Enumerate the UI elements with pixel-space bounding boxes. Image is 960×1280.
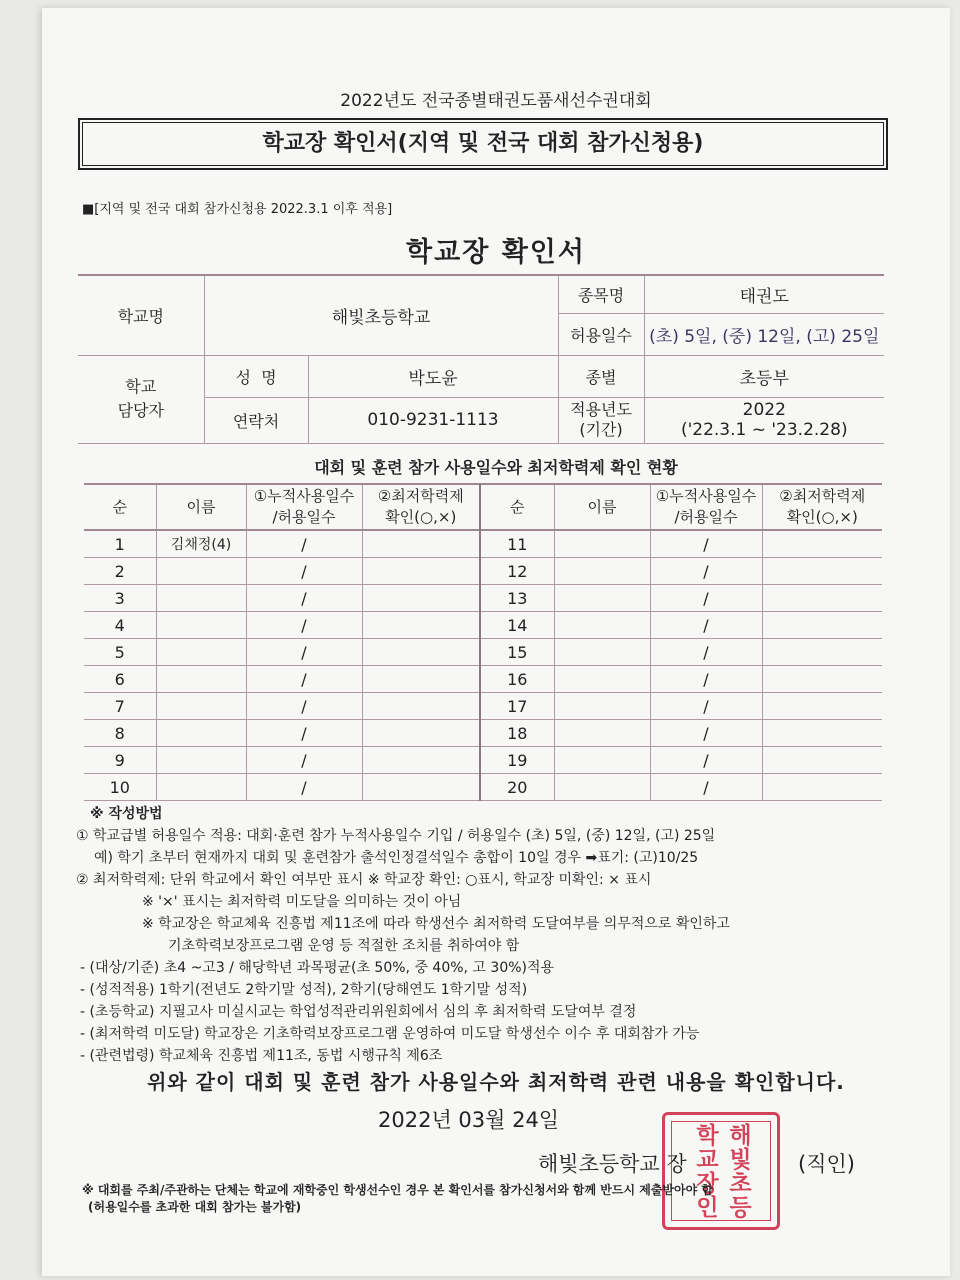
- cell-academic: [762, 666, 882, 693]
- cell-usage: /: [650, 720, 762, 747]
- footnote-line: ※ 대회를 주최/주관하는 단체는 학교에 재학중인 학생선수인 경우 본 확인서를 참가신청서와 함께 반드시 제출받아야 함: [82, 1183, 713, 1197]
- cell-name: [156, 558, 246, 585]
- cell-usage: /: [246, 558, 362, 585]
- cell-academic: [762, 585, 882, 612]
- cell-academic: [762, 720, 882, 747]
- guide-line: - (최저학력 미도달) 학교장은 기초학력보장프로그램 운영하여 미도달 학생선수 이수 후 대회참가 가능: [80, 1026, 700, 1042]
- division-value: 초등부: [644, 355, 884, 397]
- cell-no: 18: [480, 720, 554, 747]
- table-row: [84, 747, 882, 774]
- cell-no: 10: [84, 774, 156, 801]
- table-row: [84, 693, 882, 720]
- cell-no: 14: [480, 612, 554, 639]
- cell-name: [554, 612, 650, 639]
- table-row: [84, 558, 882, 585]
- cell-no: 5: [84, 639, 156, 666]
- cell-usage: /: [246, 530, 362, 558]
- cell-usage: /: [246, 774, 362, 801]
- cell-no: 12: [480, 558, 554, 585]
- document-subtitle: 학교장 확인서: [406, 237, 586, 268]
- col-no: 순: [84, 484, 156, 530]
- cell-academic: [762, 558, 882, 585]
- seal-text: 해빛초등학교장인: [671, 1121, 771, 1221]
- cell-name: [156, 747, 246, 774]
- guide-line: ① 학교급별 허용일수 적용: 대회·훈련 참가 누적사용일수 기입 / 허용일수 (초) 5일, (중) 12일, (고) 25일: [76, 828, 716, 844]
- cell-no: 2: [84, 558, 156, 585]
- participation-section-title: 대회 및 훈련 참가 사용일수와 최저학력제 확인 현황: [314, 458, 678, 477]
- cell-no: 8: [84, 720, 156, 747]
- contact-label: 연락처: [204, 397, 308, 443]
- signer-name: 해빛초등학교 장: [538, 1152, 687, 1176]
- name-label: 성 명: [204, 355, 308, 397]
- cell-usage: /: [650, 693, 762, 720]
- cell-academic: [362, 720, 480, 747]
- contact-value: 010-9231-1113: [308, 397, 558, 443]
- cell-academic: [362, 666, 480, 693]
- cell-name: [156, 612, 246, 639]
- school-label: 학교명: [78, 275, 204, 355]
- guide-line: 예) 학기 초부터 현재까지 대회 및 훈련참가 출석인정결석일수 총합이 10일 경우 ➡표기: (고)10/25: [94, 850, 699, 866]
- cell-academic: [362, 558, 480, 585]
- year-cell: [644, 397, 884, 443]
- footnote-line: (허용일수를 초과한 대회 참가는 불가함): [88, 1200, 302, 1214]
- table-row: [84, 666, 882, 693]
- cell-name: [554, 774, 650, 801]
- event-title: 2022년도 전국종별태권도품새선수권대회: [340, 91, 652, 111]
- cell-academic: [362, 530, 480, 558]
- cell-name: [156, 639, 246, 666]
- cell-name: [554, 558, 650, 585]
- footnote: [82, 1182, 912, 1216]
- table-row: [84, 720, 882, 747]
- document-page: [42, 8, 950, 1276]
- cell-name: [156, 666, 246, 693]
- cell-academic: [362, 774, 480, 801]
- table-row: [84, 639, 882, 666]
- cell-usage: /: [246, 612, 362, 639]
- guide-line: - (대상/기준) 초4 ~고3 / 해당학년 과목평균(초 50%, 중 40%, 고 30%)적용: [80, 960, 555, 976]
- col-usage: ①누적사용일수 /허용일수: [246, 484, 362, 530]
- school-info-table: [78, 274, 884, 444]
- table-row: [84, 774, 882, 801]
- cell-name: [156, 585, 246, 612]
- cell-no: 20: [480, 774, 554, 801]
- seal-mark-label: (직인): [798, 1152, 855, 1176]
- cell-name: [554, 585, 650, 612]
- cell-academic: [762, 612, 882, 639]
- allowed-days-value: (초) 5일, (중) 12일, (고) 25일: [644, 313, 884, 355]
- col-academic: ②최저학력제 확인(○,×): [762, 484, 882, 530]
- sport-label: 종목명: [558, 275, 644, 313]
- cell-usage: /: [650, 747, 762, 774]
- cell-no: 4: [84, 612, 156, 639]
- guide-line: ② 최저학력제: 단위 학교에서 확인 여부만 표시 ※ 학교장 확인: ○표시, 학교장 미확인: × 표시: [76, 872, 652, 888]
- cell-usage: /: [650, 666, 762, 693]
- cell-academic: [762, 747, 882, 774]
- guide-line: ※ '×' 표시는 최저학력 미도달을 의미하는 것이 아님: [142, 894, 462, 910]
- cell-name: [156, 693, 246, 720]
- cell-academic: [362, 639, 480, 666]
- cell-name: [554, 693, 650, 720]
- guide-line: ※ 학교장은 학교체육 진흥법 제11조에 따라 학생선수 최저학력 도달여부를 의무적으로 확인하고: [142, 916, 730, 932]
- cell-usage: /: [650, 585, 762, 612]
- cell-name: [554, 720, 650, 747]
- cell-academic: [362, 585, 480, 612]
- guide-line: 기초학력보장프로그램 운영 등 적절한 조치를 취하여야 함: [168, 938, 520, 954]
- cell-no: 15: [480, 639, 554, 666]
- participation-table: [84, 483, 882, 801]
- cell-usage: /: [650, 774, 762, 801]
- cell-no: 17: [480, 693, 554, 720]
- cell-usage: /: [246, 666, 362, 693]
- table-row: [84, 530, 882, 558]
- guide-header: ※ 작성방법: [90, 806, 163, 822]
- col-usage: ①누적사용일수 /허용일수: [650, 484, 762, 530]
- applicability-note: ■[지역 및 전국 대회 참가신청용 2022.3.1 이후 적용]: [82, 202, 393, 217]
- allowed-days-label: 허용일수: [558, 313, 644, 355]
- cell-academic: [762, 774, 882, 801]
- cell-usage: /: [650, 558, 762, 585]
- cell-usage: /: [650, 639, 762, 666]
- guide-line: - (관련법령) 학교체육 진흥법 제11조, 동법 시행규칙 제6조: [80, 1048, 443, 1064]
- cell-no: 7: [84, 693, 156, 720]
- cell-no: 9: [84, 747, 156, 774]
- col-name: 이름: [554, 484, 650, 530]
- year-label: 적용년도 (기간): [558, 397, 644, 443]
- table-row: [84, 612, 882, 639]
- cell-academic: [762, 639, 882, 666]
- cell-name: [554, 747, 650, 774]
- cell-no: 11: [480, 530, 554, 558]
- cell-academic: [362, 747, 480, 774]
- school-name: 해빛초등학교: [204, 275, 558, 355]
- cell-no: 13: [480, 585, 554, 612]
- manager-label: 학교 담당자: [78, 355, 204, 443]
- year-value: 2022: [742, 400, 786, 420]
- table-row: [84, 585, 882, 612]
- col-academic: ②최저학력제 확인(○,×): [362, 484, 480, 530]
- cell-academic: [762, 693, 882, 720]
- col-name: 이름: [156, 484, 246, 530]
- confirmation-statement: 위와 같이 대회 및 훈련 참가 사용일수와 최저학력 관련 내용을 확인합니다.: [147, 1070, 845, 1094]
- manager-name: 박도윤: [308, 355, 558, 397]
- cell-name: [554, 530, 650, 558]
- cell-name: [554, 666, 650, 693]
- cell-usage: /: [650, 530, 762, 558]
- cell-academic: [362, 612, 480, 639]
- cell-no: 6: [84, 666, 156, 693]
- cell-name: 김채정(4): [156, 530, 246, 558]
- cell-academic: [362, 693, 480, 720]
- cell-academic: [762, 530, 882, 558]
- cell-name: [554, 639, 650, 666]
- year-period: ('22.3.1 ~ '23.2.28): [680, 420, 848, 440]
- cell-name: [156, 720, 246, 747]
- col-no: 순: [480, 484, 554, 530]
- cell-usage: /: [246, 693, 362, 720]
- cell-no: 16: [480, 666, 554, 693]
- sport-value: 태권도: [644, 275, 884, 313]
- cell-usage: /: [246, 747, 362, 774]
- cell-no: 1: [84, 530, 156, 558]
- cell-usage: /: [650, 612, 762, 639]
- form-title: 학교장 확인서(지역 및 전국 대회 참가신청용): [78, 118, 888, 170]
- division-label: 종별: [558, 355, 644, 397]
- guide-line: - (초등학교) 지필고사 미실시교는 학업성적관리위원회에서 심의 후 최저학력 도달여부 결정: [80, 1004, 637, 1020]
- cell-no: 19: [480, 747, 554, 774]
- confirmation-date: 2022년 03월 24일: [378, 1108, 560, 1132]
- writing-guide: [76, 803, 936, 1067]
- cell-name: [156, 774, 246, 801]
- cell-no: 3: [84, 585, 156, 612]
- guide-line: - (성적적용) 1학기(전년도 2학기말 성적), 2학기(당해연도 1학기말 성적): [80, 982, 528, 998]
- cell-usage: /: [246, 720, 362, 747]
- cell-usage: /: [246, 585, 362, 612]
- cell-usage: /: [246, 639, 362, 666]
